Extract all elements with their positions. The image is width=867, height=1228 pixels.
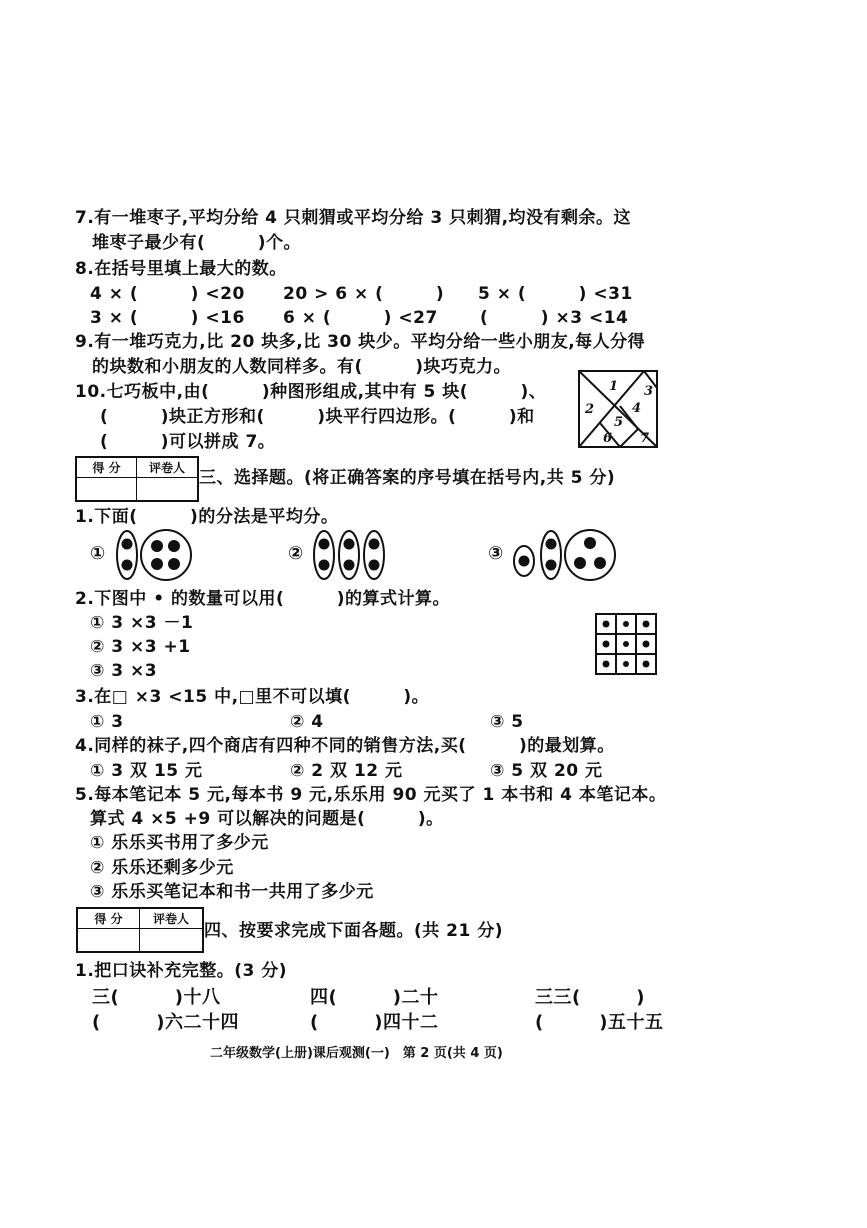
q8-r2c3: ( ) ×3 <14	[480, 308, 629, 328]
s3q1-option1: ①	[90, 543, 106, 564]
s4q1-r2c1: ( )六二十四	[92, 1012, 239, 1033]
s3q5-option3: ③ 乐乐买笔记本和书一共用了多少元	[90, 882, 374, 902]
q8-title: 8.在括号里填上最大的数。	[75, 259, 287, 279]
tangram-label-1: 1	[609, 379, 619, 394]
s3q4-option3: ③ 5 双 20 元	[490, 761, 603, 781]
section4-title: 四、按要求完成下面各题。(共 21 分)	[204, 921, 504, 941]
s3q3-option2: ② 4	[290, 712, 324, 732]
s3q2-option2: ② 3 ×3 +1	[90, 637, 191, 657]
tangram-label-7: 7	[640, 431, 650, 446]
s4q1-text: 1.把口诀补充完整。(3 分)	[75, 961, 288, 981]
s3q1-option3: ③	[488, 543, 504, 564]
s3q5-line2: 算式 4 ×5 +9 可以解决的问题是( )。	[90, 809, 444, 829]
q10-line1: 10.七巧板中,由( )种图形组成,其中有 5 块( )、	[75, 382, 547, 402]
q8-r1c1: 4 × ( ) <20	[90, 284, 245, 304]
q8-r1c2: 20 > 6 × ( )	[283, 284, 445, 304]
s4q1-r2c2: ( )四十二	[310, 1012, 439, 1033]
grader-label: 评卷人	[137, 458, 197, 478]
s4q1-r2c3: ( )五十五	[535, 1012, 664, 1033]
s3q3-option1: ① 3	[90, 712, 124, 732]
s3q4-option2: ② 2 双 12 元	[290, 761, 403, 781]
s3q3-text: 3.在□ ×3 <15 中,□里不可以填( )。	[75, 687, 430, 707]
division-figure-1	[114, 528, 194, 582]
score-cell[interactable]	[78, 929, 140, 951]
score-box-section3	[75, 456, 199, 502]
tangram-label-6: 6	[603, 431, 613, 446]
q8-r2c1: 3 × ( ) <16	[90, 308, 245, 328]
s4q1-r1c2: 四( )二十	[310, 987, 439, 1008]
score-cell[interactable]	[77, 478, 137, 500]
q7-line2: 堆枣子最少有( )个。	[92, 233, 302, 253]
q8-r2c2: 6 × ( ) <27	[283, 308, 438, 328]
s3q2-option1: ① 3 ×3 －1	[90, 613, 194, 633]
s3q4-text: 4.同样的袜子,四个商店有四种不同的销售方法,买( )的最划算。	[75, 736, 615, 756]
s3q4-option1: ① 3 双 15 元	[90, 761, 203, 781]
q9-line1: 9.有一堆巧克力,比 20 块多,比 30 块少。平均分给一些小朋友,每人分得	[75, 332, 646, 352]
grader-cell[interactable]	[140, 929, 202, 951]
q7-line1: 7.有一堆枣子,平均分给 4 只刺猬或平均分给 3 只刺猬,均没有剩余。这	[75, 208, 632, 228]
s3q5-option1: ① 乐乐买书用了多少元	[90, 833, 269, 853]
tangram-label-5: 5	[614, 415, 624, 430]
s3q3-option3: ③ 5	[490, 712, 524, 732]
s4q1-r1c3: 三三( )	[535, 987, 645, 1008]
s3q5-option2: ② 乐乐还剩多少元	[90, 858, 234, 878]
s3q2-text: 2.下图中 • 的数量可以用( )的算式计算。	[75, 589, 451, 609]
grader-cell[interactable]	[137, 478, 197, 500]
tangram-label-2: 2	[585, 402, 595, 417]
s3q1-option2: ②	[288, 543, 304, 564]
score-label: 得 分	[78, 909, 140, 929]
section3-title: 三、选择题。(将正确答案的序号填在括号内,共 5 分)	[199, 468, 616, 488]
division-figure-3	[512, 528, 616, 582]
score-label: 得 分	[77, 458, 137, 478]
q10-line2: ( )块正方形和( )块平行四边形。( )和	[100, 407, 535, 427]
score-box-section4	[76, 907, 204, 953]
tangram-figure	[576, 368, 662, 452]
tangram-label-4: 4	[632, 401, 642, 416]
q10-line3: ( )可以拼成 7。	[100, 432, 276, 452]
q9-line2: 的块数和小朋友的人数同样多。有( )块巧克力。	[92, 357, 512, 377]
s3q2-option3: ③ 3 ×3	[90, 661, 158, 681]
q8-r1c3: 5 × ( ) <31	[478, 284, 633, 304]
division-figure-2	[312, 528, 388, 582]
page-footer: 二年级数学(上册)课后观测(一) 第 2 页(共 4 页)	[210, 1046, 503, 1061]
grader-label: 评卷人	[140, 909, 202, 929]
dot-grid-figure	[594, 612, 658, 676]
s3q1-text: 1.下面( )的分法是平均分。	[75, 507, 339, 527]
s3q5-line1: 5.每本笔记本 5 元,每本书 9 元,乐乐用 90 元买了 1 本书和 4 本笔记本。	[75, 785, 667, 805]
s4q1-r1c1: 三( )十八	[92, 987, 221, 1008]
tangram-label-3: 3	[644, 384, 654, 399]
